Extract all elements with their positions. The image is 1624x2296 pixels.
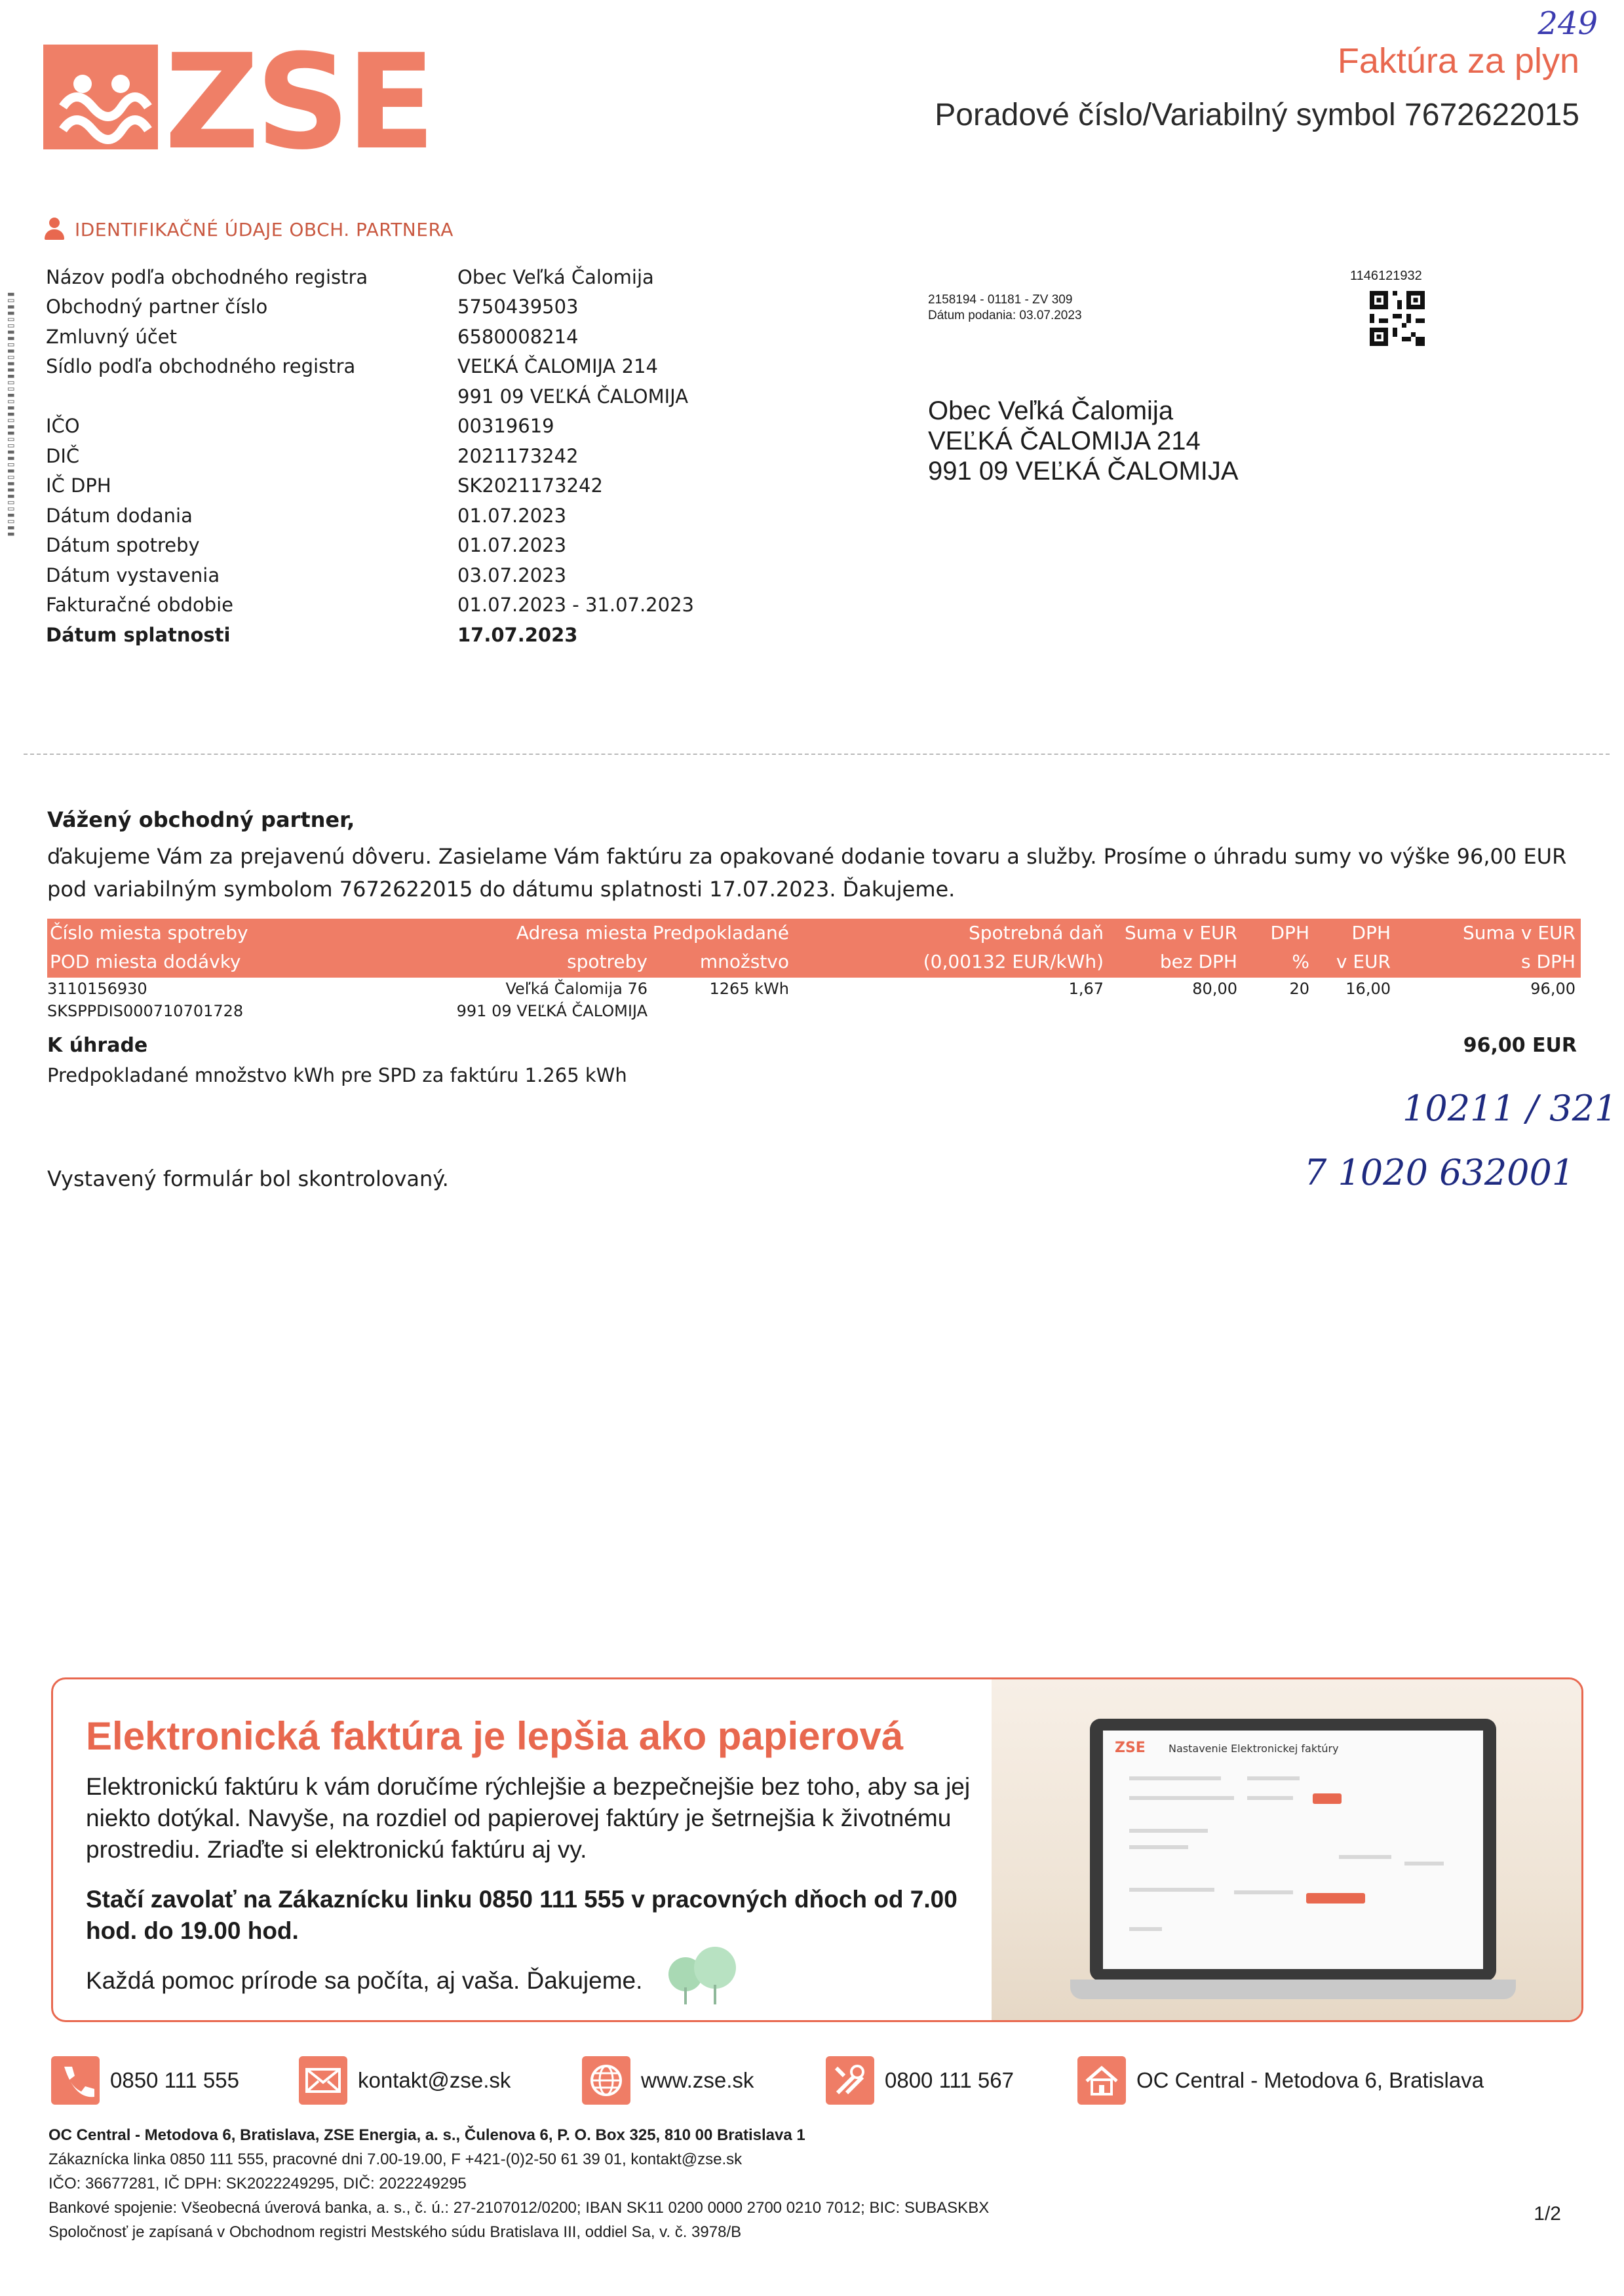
trees-icon [656,1942,748,2007]
id-row [46,560,694,590]
id-key: Dátum dodania [46,504,193,527]
recipient-name: Obec Veľká Čalomija [928,396,1174,425]
id-row [46,322,694,352]
id-key: IČO [46,415,80,438]
th-gross-2: s DPH [1521,951,1576,972]
page-number: 1/2 [1534,2203,1561,2225]
id-key: Názov podľa obchodného registra [46,265,368,288]
promo-photo [992,1679,1581,2020]
id-row [46,262,694,292]
zse-logo [43,26,432,179]
id-value: 2021173242 [457,444,579,467]
contact-branch-text: OC Central - Metodova 6, Bratislava [1136,2068,1484,2092]
table-row [47,978,1581,1024]
logo-mark-icon [43,45,158,149]
promo-paragraph-3: Každá pomoc prírode sa počíta, aj vaša. Ďakujeme. [86,1967,643,1994]
th-net-2: bez DPH [1159,951,1237,972]
id-key: Sídlo podľa obchodného registra [46,355,356,378]
id-key: IČ DPH [46,474,111,497]
id-row [46,352,694,382]
id-key: Zmluvný účet [46,325,178,348]
qr-number: 1146121932 [1350,269,1422,283]
contact-email-text: kontakt@zse.sk [358,2068,511,2092]
cell-address-2: 991 09 VEĽKÁ ČALOMIJA [456,1002,648,1020]
letter-body: ďakujeme Vám za prejavenú dôveru. Zasielame Vám faktúru za opakované dodanie tovaru a služby. Prosíme o úhradu sumy vo výške 96,00 EUR pod variabilným symbolom 7672622015 do dátumu splatnosti 17.07.2023. Ďakujeme. [47,844,1567,902]
screen-logo: ZSE [1115,1740,1146,1756]
contact-phone-text: 0850 111 555 [110,2068,239,2092]
document-subtitle: Poradové číslo/Variabilný symbol 7672622015 [935,98,1579,132]
envelope-icon [299,2056,347,2105]
contact-branch[interactable] [1077,2056,1484,2105]
contact-web[interactable] [582,2056,754,2105]
quantity-note: Predpokladané množstvo kWh pre SPD za faktúru 1.265 kWh [47,1064,627,1086]
cell-address: Veľká Čalomija 76 [505,980,648,998]
id-value: VEĽKÁ ČALOMIJA 214 [457,355,658,378]
th-net: Suma v EUR [1125,922,1237,944]
cell-pod: SKSPPDIS000710701728 [47,1002,244,1020]
id-value: SK2021173242 [457,474,603,497]
id-row [46,381,694,411]
table-header [47,919,1581,978]
cell-gross: 96,00 [1530,980,1576,998]
e-invoice-promo [51,1677,1583,2022]
recipient-address [928,396,1239,486]
id-value: 01.07.2023 - 31.07.2023 [457,594,694,617]
tools-icon [826,2056,874,2105]
logo-text: ZSE [164,26,432,179]
home-icon [1077,2056,1126,2105]
id-row [46,411,694,442]
checked-note: Vystavený formulár bol skontrolovaný. [47,1166,449,1191]
document-title: Faktúra za plyn [1337,41,1579,81]
footer-line-1: OC Central - Metodova 6, Bratislava, ZSE Energia, a. s., Čulenova 6, P. O. Box 325, 810 00 Bratislava 1 [48,2126,805,2144]
recipient-city: 991 09 VEĽKÁ ČALOMIJA [928,457,1239,486]
id-value: 17.07.2023 [457,623,578,646]
contact-email[interactable] [299,2056,511,2105]
posting-info [928,292,1082,324]
id-row-due-date [46,620,694,650]
handwritten-page-number: 249 [1537,5,1598,42]
screen-title: Nastavenie Elektronickej faktúry [1169,1742,1339,1755]
th-address-2: spotreby [567,951,648,972]
th-excise: Spotrebná daň [968,922,1104,944]
th-address: Adresa miesta [516,922,648,944]
contact-phone[interactable] [51,2056,239,2105]
identification-heading-text: IDENTIFIKAČNÉ ÚDAJE OBCH. PARTNERA [75,218,454,240]
th-excise-rate: (0,00132 EUR/kWh) [923,951,1104,972]
id-row [46,590,694,621]
id-row [46,441,694,471]
person-icon [43,218,66,241]
id-value: 00319619 [457,415,554,438]
footer-line-3: IČO: 36677281, IČ DPH: SK2022249295, DIČ: 2022249295 [48,2175,467,2192]
cell-vat: 16,00 [1345,980,1391,998]
id-value: 01.07.2023 [457,504,567,527]
handwritten-note-1: 10211 / 321 [1402,1088,1617,1129]
company-footer [48,2123,989,2244]
footer-line-4: Bankové spojenie: Všeobecná úverová banka, a. s., č. ú.: 27-2107012/0200; IBAN SK11 0200 0000 2700 0210 7012; BIC: SUBASKBX [48,2199,990,2217]
handwritten-note-2: 7 1020 632001 [1304,1152,1575,1193]
footer-line-5: Spoločnosť je zapísaná v Obchodnom registri Mestského súdu Bratislava III, oddiel Sa, v. č. 3978/B [48,2223,742,2241]
th-vat: DPH [1351,922,1391,944]
id-value: 01.07.2023 [457,534,567,557]
promo-paragraph-1: Elektronickú faktúru k vám doručíme rýchlejšie a bezpečnejšie bez toho, aby sa jej niekto dotýkal. Navyše, na rozdiel od papierovej faktúry je šetrnejšia k životnému prostrediu. Zriaďte si elektronickú faktúru aj vy. [86,1773,971,1863]
contact-faults-text: 0800 111 567 [885,2068,1014,2092]
th-vat-pct: DPH [1270,922,1309,944]
globe-icon [582,2056,630,2105]
promo-text [86,1771,1010,2015]
th-vat-pct-2: % [1292,951,1309,972]
identification-table [46,262,694,650]
cell-net: 80,00 [1192,980,1237,998]
greeting: Vážený obchodný partner, [47,807,355,832]
id-row [46,501,694,531]
fold-separator [24,754,1610,755]
cell-excise: 1,67 [1068,980,1104,998]
consumption-table [47,919,1581,1024]
cell-vat-pct: 20 [1289,980,1309,998]
id-key: Dátum vystavenia [46,564,220,586]
id-key: DIČ [46,444,80,467]
posting-code: 2158194 - 01181 - ZV 309 [928,293,1073,307]
id-value: 03.07.2023 [457,564,567,586]
th-pod: POD miesta dodávky [50,951,241,972]
id-key: Dátum splatnosti [46,623,231,646]
id-row [46,292,694,322]
recipient-street: VEĽKÁ ČALOMIJA 214 [928,427,1201,455]
amount-due-value: 96,00 EUR [1463,1034,1577,1057]
identification-heading [43,218,454,241]
contact-faults[interactable] [826,2056,1014,2105]
th-quantity-2: množstvo [699,951,789,972]
phone-icon [51,2056,100,2105]
cell-spot-number: 3110156930 [47,980,147,998]
posting-date: Dátum podania: 03.07.2023 [928,309,1082,322]
cell-quantity: 1265 kWh [709,980,789,998]
id-value: Obec Veľká Čalomija [457,265,654,288]
th-vat-2: v EUR [1336,951,1391,972]
footer-line-2: Zákaznícka linka 0850 111 555, pracovné dni 7.00-19.00, F +421-(0)2-50 61 39 01, kontakt@zse.sk [48,2151,743,2168]
th-gross: Suma v EUR [1463,922,1576,944]
promo-title: Elektronická faktúra je lepšia ako papierová [86,1714,904,1758]
id-row [46,531,694,561]
th-quantity: Predpokladané [652,922,789,944]
id-value: 991 09 VEĽKÁ ČALOMIJA [457,385,689,408]
id-row [46,471,694,501]
id-key: Fakturačné obdobie [46,594,234,617]
qr-code-icon [1370,291,1425,346]
id-value: 6580008214 [457,325,579,348]
amount-due-label: K úhrade [47,1034,148,1057]
id-key: Dátum spotreby [46,534,200,557]
contact-bar [51,2056,1585,2113]
id-key: Obchodný partner číslo [46,296,268,318]
margin-barcode: ▮▮▯▮▯▯▮▮▮▯▮▯▮▮▯▯▮▮▯▮▮▯▮▯▯▮▮▮▯▮▯▮▮▯▯▮▮▯▮ [5,291,17,537]
th-spot-number: Číslo miesta spotreby [50,922,248,944]
promo-paragraph-2: Stačí zavolať na Zákaznícku linku 0850 111 555 v pracovných dňoch od 7.00 hod. do 19.00 hod. [86,1886,957,1944]
id-value: 5750439503 [457,296,579,318]
contact-web-text: www.zse.sk [641,2068,754,2092]
laptop-icon [1070,1719,1516,2007]
